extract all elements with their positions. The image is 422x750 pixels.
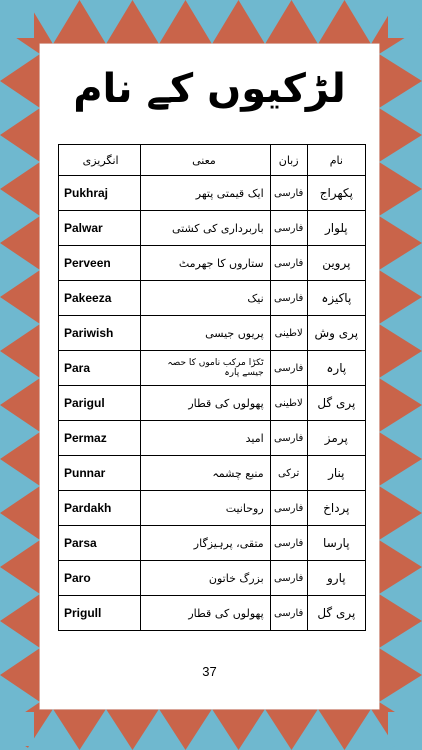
cell-language: ترکی xyxy=(270,456,307,491)
cell-meaning: نیک xyxy=(141,281,270,316)
page-sheet xyxy=(40,44,379,709)
cell-english: Parigul xyxy=(59,386,141,421)
cell-meaning: ستاروں کا جھرمٹ xyxy=(141,246,270,281)
cell-name: پری گل xyxy=(307,386,365,421)
page-title: لڑکیوں کے نام xyxy=(73,66,346,112)
cell-language: فارسی xyxy=(270,211,307,246)
cell-name: پارہ xyxy=(307,351,365,386)
cell-name: پلوار xyxy=(307,211,365,246)
table-row xyxy=(59,596,366,631)
table-row xyxy=(59,491,366,526)
table-row xyxy=(59,316,366,351)
cell-name: پکھراج xyxy=(307,176,365,211)
cell-meaning: روحانیت xyxy=(141,491,270,526)
cell-language: لاطینی xyxy=(270,316,307,351)
cell-english: Paro xyxy=(59,561,141,596)
cell-english: Pukhraj xyxy=(59,176,141,211)
border-corner xyxy=(4,4,34,38)
table-row xyxy=(59,386,366,421)
table-row xyxy=(59,211,366,246)
cell-english: Punnar xyxy=(59,456,141,491)
header-english: انگریزی xyxy=(59,145,141,176)
table-row xyxy=(59,176,366,211)
cell-name: پرمز xyxy=(307,421,365,456)
cell-english: Permaz xyxy=(59,421,141,456)
cell-language: فارسی xyxy=(270,421,307,456)
cell-name: پاکیزہ xyxy=(307,281,365,316)
cell-language: فارسی xyxy=(270,491,307,526)
cell-name: پری وش xyxy=(307,316,365,351)
cell-english: Palwar xyxy=(59,211,141,246)
header-name: نام xyxy=(307,145,365,176)
cell-name: پرداخ xyxy=(307,491,365,526)
header-language: زبان xyxy=(270,145,307,176)
cell-language: فارسی xyxy=(270,561,307,596)
cell-english: Para xyxy=(59,351,141,386)
cell-meaning: باربرداری کی کشتی xyxy=(141,211,270,246)
cell-english: Prigull xyxy=(59,596,141,631)
cell-name: پارسا xyxy=(307,526,365,561)
cell-language: فارسی xyxy=(270,351,307,386)
cell-language: فارسی xyxy=(270,176,307,211)
border-corner xyxy=(388,712,418,746)
cell-language: فارسی xyxy=(270,596,307,631)
cell-meaning: ایک قیمتی پتھر xyxy=(141,176,270,211)
table-row xyxy=(59,246,366,281)
cell-meaning: بزرگ خاتون xyxy=(141,561,270,596)
cell-language: فارسی xyxy=(270,246,307,281)
header-meaning: معنی xyxy=(141,145,270,176)
table-row xyxy=(59,281,366,316)
cell-meaning: ٹکڑا مرکب ناموں کا حصہ جیسے پارہ xyxy=(141,351,270,386)
border-corner xyxy=(4,712,34,746)
cell-name: پری گل xyxy=(307,596,365,631)
table-row xyxy=(59,456,366,491)
table-row xyxy=(59,561,366,596)
cell-english: Pariwish xyxy=(59,316,141,351)
table-row xyxy=(59,421,366,456)
cell-meaning: منبع چشمہ xyxy=(141,456,270,491)
cell-english: Pakeeza xyxy=(59,281,141,316)
cell-name: پنار xyxy=(307,456,365,491)
names-table xyxy=(58,144,366,631)
cell-english: Perveen xyxy=(59,246,141,281)
cell-english: Pardakh xyxy=(59,491,141,526)
table-row xyxy=(59,351,366,386)
cell-meaning: پھولوں کی قطار xyxy=(141,386,270,421)
cell-language: لاطینی xyxy=(270,386,307,421)
border-corner xyxy=(388,4,418,38)
cell-name: پارو xyxy=(307,561,365,596)
cell-meaning: پریوں جیسی xyxy=(141,316,270,351)
cell-meaning: امید xyxy=(141,421,270,456)
cell-meaning: پھولوں کی قطار xyxy=(141,596,270,631)
table-header-row xyxy=(59,145,366,176)
cell-language: فارسی xyxy=(270,281,307,316)
cell-name: پروین xyxy=(307,246,365,281)
cell-language: فارسی xyxy=(270,526,307,561)
cell-meaning: متقی، پرہیزگار xyxy=(141,526,270,561)
page-number: 37 xyxy=(202,664,217,679)
cell-english: Parsa xyxy=(59,526,141,561)
table-row xyxy=(59,526,366,561)
